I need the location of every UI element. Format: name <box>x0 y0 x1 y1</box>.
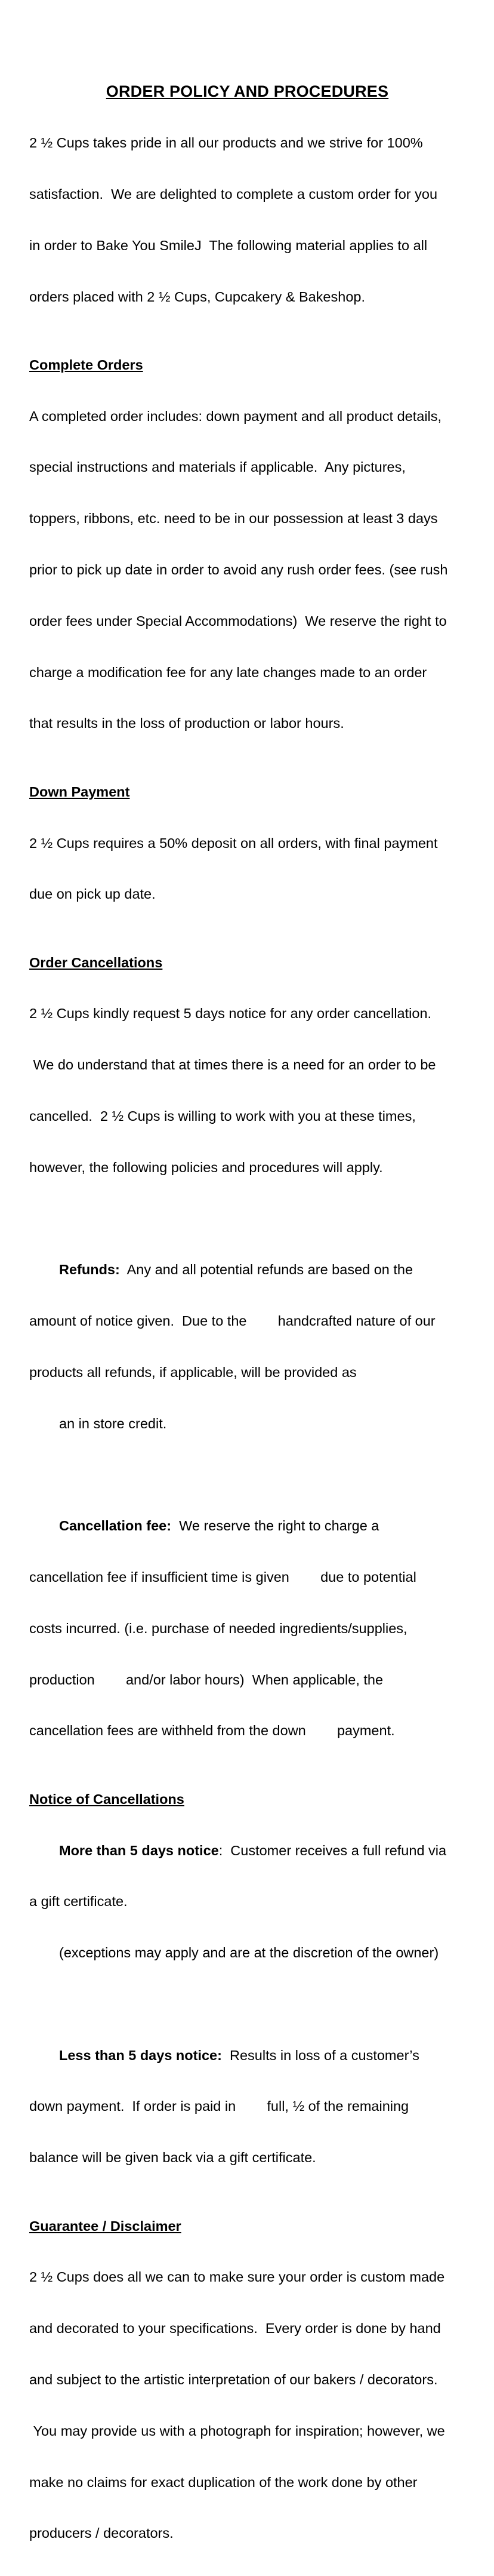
complete-orders-paragraph <box>29 374 465 767</box>
guarantee-paragraph <box>29 2234 465 2576</box>
order-cancellations-line: 2 ½ Cups kindly request 5 days notice for any order cancellation. <box>29 1006 432 1022</box>
complete-orders-line: charge a modification fee for any late changes made to an order <box>29 664 427 680</box>
cancellation-fee-first-line-text: We reserve the right to charge a <box>171 1518 379 1534</box>
refunds-first-line-text: Any and all potential refunds are based on the <box>119 1262 413 1278</box>
order-cancellations-heading: Order Cancellations <box>29 954 163 970</box>
less-than-notice-line: balance will be given back via a gift certificate. <box>29 2150 316 2166</box>
more-than-notice-first-line <box>29 1842 465 1859</box>
spacer <box>29 1210 465 1228</box>
complete-orders-line: special instructions and materials if applicable. Any pictures, <box>29 459 406 475</box>
refunds-label: Refunds: <box>59 1262 120 1278</box>
document-title: ORDER POLICY AND PROCEDURES <box>106 82 389 100</box>
spacer <box>29 766 465 783</box>
guarantee-line: You may provide us with a photograph for inspiration; however, we <box>29 2423 445 2439</box>
refunds-line: products all refunds, if applicable, will be provided as <box>29 1364 357 1380</box>
complete-orders-line: that results in the loss of production or labor hours. <box>29 715 344 731</box>
intro-line: in order to Bake You SmileJ The following material applies to all <box>29 237 428 253</box>
less-than-notice-line: down payment. If order is paid in full, ½ of the remaining <box>29 2098 409 2114</box>
complete-orders-line: A completed order includes: down payment and all product details, <box>29 408 442 424</box>
spacer <box>29 339 465 356</box>
spacer <box>29 937 465 954</box>
more-than-notice-paragraph <box>29 1807 465 1996</box>
guarantee-line: producers / decorators. <box>29 2525 174 2541</box>
order-cancellations-line: cancelled. 2 ½ Cups is willing to work with you at these times, <box>29 1108 416 1124</box>
less-than-notice-first-line <box>29 2047 465 2064</box>
spacer <box>29 1467 465 1484</box>
refunds-line: amount of notice given. Due to the handcrafted nature of our <box>29 1313 436 1329</box>
guarantee-line: and subject to the artistic interpretation of our bakers / decorators. <box>29 2371 438 2387</box>
complete-orders-line: prior to pick up date in order to avoid any rush order fees. (see rush <box>29 562 448 578</box>
spacer <box>29 1996 465 2013</box>
refunds-paragraph <box>29 1227 465 1466</box>
more-than-notice-first-line-text: : Customer receives a full refund via <box>218 1842 447 1858</box>
cancellation-fee-line: cancellation fees are withheld from the down payment. <box>29 1723 395 1739</box>
down-payment-line: due on pick up date. <box>29 886 156 902</box>
down-payment-line: 2 ½ Cups requires a 50% deposit on all orders, with final payment <box>29 835 438 851</box>
less-than-notice-label: Less than 5 days notice: <box>59 2047 222 2063</box>
refunds-indented-line: an in store credit. <box>59 1415 167 1431</box>
notice-of-cancellations-heading: Notice of Cancellations <box>29 1791 184 1807</box>
complete-orders-heading: Complete Orders <box>29 356 143 373</box>
cancellation-fee-label: Cancellation fee: <box>59 1518 172 1534</box>
order-cancellations-paragraph <box>29 971 465 1210</box>
down-payment-heading: Down Payment <box>29 783 130 800</box>
refunds-first-line <box>29 1261 465 1278</box>
order-cancellations-line: however, the following policies and procedures will apply. <box>29 1159 383 1175</box>
cancellation-fee-first-line <box>29 1517 465 1535</box>
more-than-notice-indented-line: (exceptions may apply and are at the discretion of the owner) <box>59 1945 439 1961</box>
spacer <box>29 2200 465 2218</box>
guarantee-line: 2 ½ Cups does all we can to make sure your order is custom made <box>29 2269 445 2285</box>
intro-line: orders placed with 2 ½ Cups, Cupcakery & Bakeshop. <box>29 288 365 305</box>
cancellation-fee-line: production and/or labor hours) When applicable, the <box>29 1671 384 1687</box>
cancellation-fee-line: costs incurred. (i.e. purchase of needed ingredients/supplies, <box>29 1620 407 1636</box>
cancellation-fee-paragraph <box>29 1483 465 1773</box>
order-cancellations-line: We do understand that at times there is a need for an order to be <box>29 1057 436 1073</box>
guarantee-heading: Guarantee / Disclaimer <box>29 2218 181 2234</box>
down-payment-paragraph <box>29 800 465 937</box>
more-than-notice-label: More than 5 days notice <box>59 1842 219 1858</box>
less-than-notice-paragraph <box>29 2013 465 2201</box>
complete-orders-line: order fees under Special Accommodations) We reserve the right to <box>29 613 447 629</box>
complete-orders-line: toppers, ribbons, etc. need to be in our possession at least 3 days <box>29 511 438 527</box>
spacer <box>29 1773 465 1791</box>
intro-line: satisfaction. We are delighted to complete a custom order for you <box>29 186 438 202</box>
intro-line: 2 ½ Cups takes pride in all our products and we strive for 100% <box>29 135 423 151</box>
more-than-notice-line: a gift certificate. <box>29 1893 128 1910</box>
guarantee-line: make no claims for exact duplication of the work done by other <box>29 2474 418 2490</box>
less-than-notice-first-line-text: Results in loss of a customer’s <box>221 2047 419 2063</box>
cancellation-fee-line: cancellation fee if insufficient time is given due to potential <box>29 1569 416 1585</box>
guarantee-line: and decorated to your specifications. Every order is done by hand <box>29 2320 441 2337</box>
intro-paragraph <box>29 100 465 339</box>
